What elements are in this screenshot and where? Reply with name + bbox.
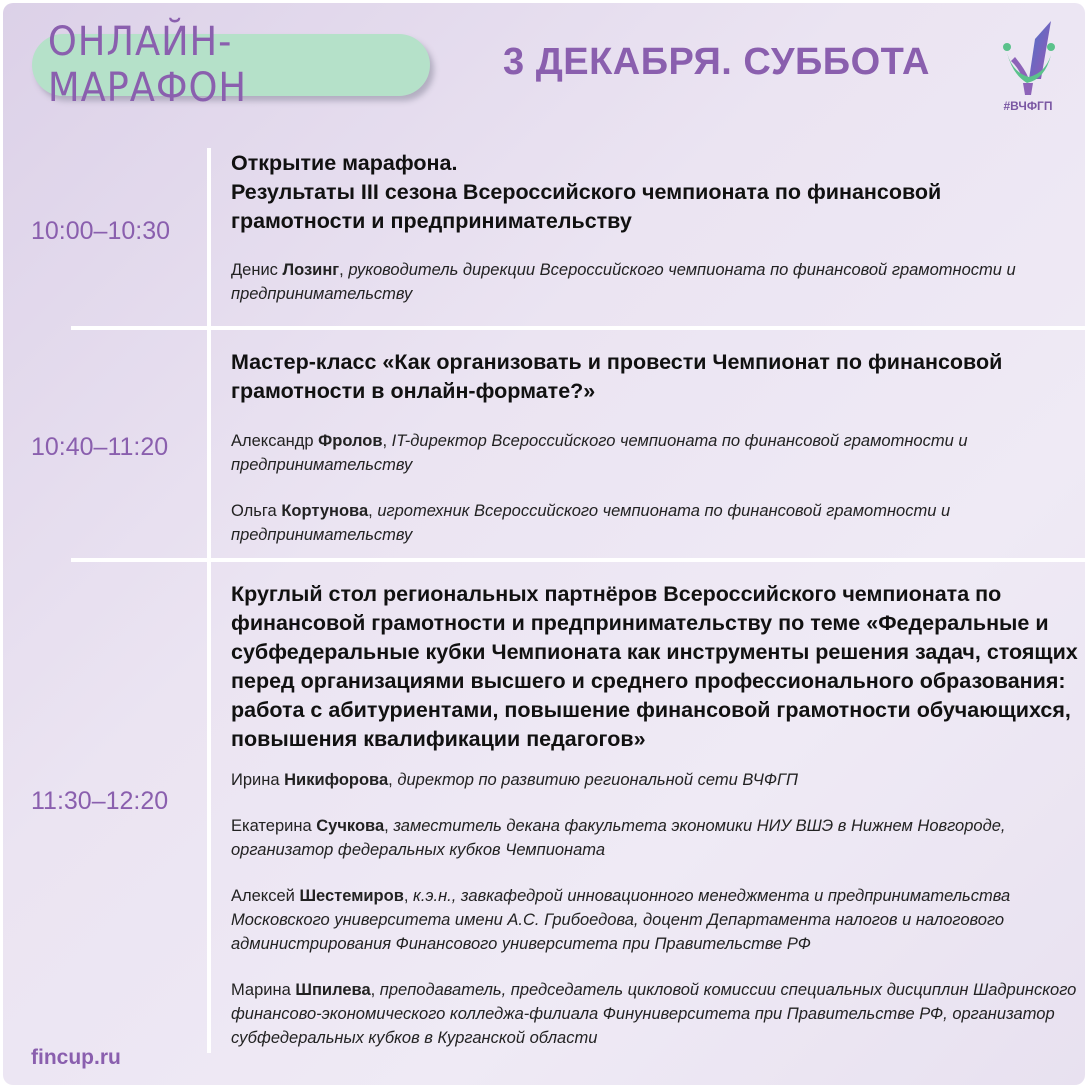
session-block <box>231 348 1081 547</box>
section-divider <box>71 326 1085 330</box>
speaker-role: преподаватель, председатель цикловой комиссии специальных дисциплин Шадринского финансово-экономического колледжа-филиала Финуниверситета при Правительстве РФ, организатор субфедеральных кубков в Курганской области <box>231 981 1077 1047</box>
marathon-badge <box>32 19 430 111</box>
footer-site-link[interactable]: fincup.ru <box>31 1046 121 1069</box>
speaker-last-name: Никифорова <box>284 771 389 789</box>
speaker-last-name: Шестемиров <box>299 887 404 905</box>
section-divider <box>71 558 1085 562</box>
speaker-entry: Алексей Шестемиров, к.э.н., завкафедрой инновационного менеджмента и предпринимательства Московского университета имени А.С. Грибоедова, доцент Департамента налогов и налогового администрирования Финансового университета при Правительстве РФ <box>231 887 1011 953</box>
speaker-first-name: Алексей <box>231 887 295 905</box>
schedule-date: 3 ДЕКАБРЯ. СУББОТА <box>503 41 930 83</box>
speaker-first-name: Александр <box>231 432 314 450</box>
speaker-role: к.э.н., завкафедрой инновационного менеджмента и предпринимательства Московского университета имени А.С. Грибоедова, доцент Департамента налогов и налогового администрирования Финансового университета при Правительстве РФ <box>231 887 1011 953</box>
session-title: Результаты III сезона Всероссийского чемпионата по финансовой грамотности и предпринимательству <box>231 180 942 233</box>
timeline-divider <box>207 330 211 560</box>
session-time: 10:40–11:20 <box>31 433 169 461</box>
speaker-first-name: Ольга <box>231 502 277 520</box>
session-block <box>231 580 1081 1050</box>
schedule-page <box>3 3 1085 1085</box>
speaker-last-name: Фролов <box>318 432 383 450</box>
speaker-first-name: Марина <box>231 981 291 999</box>
speaker-role: руководитель дирекции Всероссийского чемпионата по финансовой грамотности и предпринимательству <box>231 261 1016 303</box>
marathon-badge-label: ОНЛАЙН-МАРАФОН <box>47 19 247 111</box>
session-title: Мастер-класс «Как организовать и провести Чемпионат по финансовой грамотности в онлайн-формате?» <box>231 350 1003 403</box>
speaker-first-name: Ирина <box>231 771 280 789</box>
speaker-entry: Екатерина Сучкова, заместитель декана факультета экономики НИУ ВШЭ в Нижнем Новгороде, организатор федеральных кубков Чемпионата <box>231 817 1006 859</box>
speaker-entry: Марина Шпилева, преподаватель, председатель цикловой комиссии специальных дисциплин Шадринского финансово-экономического колледжа-филиала Финуниверситета при Правительстве РФ, организатор субфедеральных кубков в Курганской области <box>231 981 1077 1047</box>
speaker-first-name: Денис <box>231 261 278 279</box>
speaker-role: игротехник Всероссийского чемпионата по финансовой грамотности и предпринимательству <box>231 502 951 544</box>
speaker-last-name: Лозинг <box>282 261 340 279</box>
speaker-last-name: Сучкова <box>316 817 385 835</box>
session-title: Открытие марафона. <box>231 151 458 175</box>
session-block <box>231 149 1081 306</box>
timeline-divider <box>207 562 211 1053</box>
session-time: 10:00–10:30 <box>31 217 171 245</box>
logo-caption: #ВЧФГП <box>1003 99 1053 113</box>
speaker-entry: Денис Лозинг, руководитель дирекции Всероссийского чемпионата по финансовой грамотности и предпринимательству <box>231 261 1016 303</box>
speaker-role: директор по развитию региональной сети ВЧФГП <box>397 771 798 789</box>
timeline-divider <box>207 148 211 328</box>
speaker-role: IT-директор Всероссийского чемпионата по финансовой грамотности и предпринимательству <box>231 432 968 474</box>
speaker-last-name: Шпилева <box>295 981 371 999</box>
speaker-role: заместитель декана факультета экономики НИУ ВШЭ в Нижнем Новгороде, организатор федеральных кубков Чемпионата <box>231 817 1006 859</box>
session-title: Круглый стол региональных партнёров Всероссийского чемпионата по финансовой грамотности и предпринимательству по теме «Федеральные и субфедеральные кубки Чемпионата как инструменты решения задач, стоящих перед организациями высшего и среднего профессионального образования: работа с абитуриентами, повышение финансовой грамотности обучающихся, повышения квалификации педагогов» <box>231 582 1078 751</box>
speaker-first-name: Екатерина <box>231 817 312 835</box>
session-time: 11:30–12:20 <box>31 787 169 815</box>
speaker-entry: Ольга Кортунова, игротехник Всероссийского чемпионата по финансовой грамотности и предпринимательству <box>231 502 951 544</box>
speaker-entry: Александр Фролов, IT-директор Всероссийского чемпионата по финансовой грамотности и предпринимательству <box>231 432 968 474</box>
speaker-last-name: Кортунова <box>281 502 369 520</box>
speaker-entry: Ирина Никифорова, директор по развитию региональной сети ВЧФГП <box>231 771 798 789</box>
